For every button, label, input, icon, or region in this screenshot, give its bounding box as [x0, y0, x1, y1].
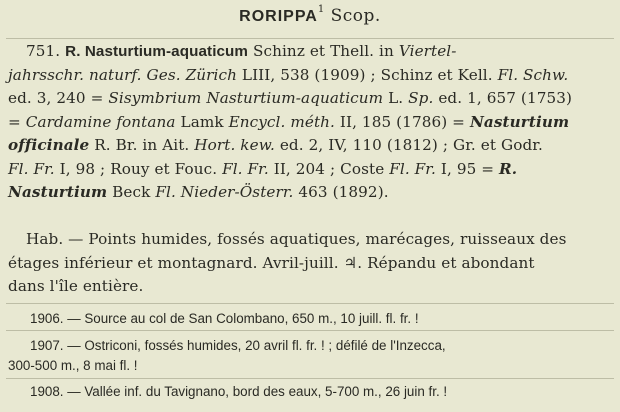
- entry-line: [8, 40, 612, 64]
- locality-line: 1906. — Source au col de San Colombano, 650 m., 10 juill. fl. fr. !: [30, 311, 419, 326]
- locality-line: 300-500 m., 8 mai fl. !: [8, 358, 138, 373]
- entry-line: [8, 111, 612, 135]
- locality-entry: [8, 311, 612, 326]
- footnote-mark: 1: [317, 4, 325, 15]
- citation-text: I, 98 ; Rouy et Fouc.: [54, 159, 223, 178]
- citation-journal: Encycl. méth.: [228, 112, 335, 131]
- entry-line: [8, 158, 612, 182]
- citation-text: 463 (1892).: [293, 183, 389, 201]
- entry-line: [8, 64, 612, 88]
- citation-text: Schinz et Thell. in: [252, 42, 399, 60]
- citation-journal: Fl. Fr.: [389, 159, 436, 178]
- synonym-name: R.: [499, 159, 518, 178]
- citation-journal: Fl. Schw.: [497, 65, 569, 84]
- citation-text: I, 95 =: [435, 159, 500, 178]
- habitat-line: étages inférieur et montagnard. Avril-juill. ♃. Répandu et abondant: [8, 253, 535, 272]
- locality-divider: [6, 303, 614, 304]
- synonym-name: Cardamine fontana: [25, 112, 176, 131]
- genus-author: Scop.: [330, 6, 381, 26]
- page-header: [0, 6, 620, 26]
- citation-journal: Fl. Fr.: [222, 159, 269, 178]
- locality-divider: [6, 330, 614, 331]
- header-divider: [6, 38, 614, 39]
- citation-journal: Hort. kew.: [194, 136, 275, 154]
- citation-text: ed. 2, IV, 110 (1812) ; Gr. et Godr.: [274, 136, 543, 154]
- entry-line: [8, 87, 612, 111]
- citation-journal: Viertel-: [398, 42, 457, 60]
- synonym-name: Nasturtium: [469, 112, 570, 131]
- citation-journal: Fl. Nieder-Österr.: [155, 183, 294, 201]
- citation-text: Lamk: [175, 112, 229, 131]
- citation-journal: Fl. Fr.: [8, 159, 55, 178]
- citation-journal: Sp.: [408, 89, 434, 107]
- locality-entry: [8, 336, 612, 376]
- entry-line: [8, 181, 612, 205]
- citation-text: L.: [383, 89, 409, 107]
- species-entry: [8, 40, 612, 205]
- species-number: 751.: [26, 42, 61, 60]
- species-name: R. Nasturtium-aquaticum: [65, 43, 249, 60]
- entry-line: [8, 134, 612, 158]
- citation-text: R. Br. in Ait.: [89, 136, 195, 154]
- locality-line: 1908. — Vallée inf. du Tavignano, bord des eaux, 5-700 m., 26 juin fr. !: [30, 384, 448, 399]
- habitat-line: dans l'île entière.: [8, 277, 144, 295]
- locality-line: 1907. — Ostriconi, fossés humides, 20 avril fl. fr. ! ; défilé de l'Inzecca,: [30, 338, 446, 353]
- citation-text: Beck: [107, 183, 156, 201]
- habitat-line: Hab. — Points humides, fossés aquatiques, marécages, ruisseaux des: [26, 230, 567, 248]
- genus-name: RORIPPA: [239, 8, 318, 25]
- locality-entry: [8, 384, 612, 399]
- citation-text: LIII, 538 (1909) ; Schinz et Kell.: [236, 65, 498, 84]
- citation-text: II, 185 (1786) =: [334, 112, 470, 131]
- citation-text: II, 204 ; Coste: [268, 159, 390, 178]
- synonym-name: Nasturtium: [8, 183, 108, 201]
- synonym-name: Sisymbrium Nasturtium-aquaticum: [108, 89, 384, 107]
- citation-text: ed. 3, 240 =: [8, 89, 109, 107]
- synonym-name: officinale: [8, 136, 90, 154]
- citation-text: ed. 1, 657 (1753): [433, 89, 573, 107]
- habitat-paragraph: [8, 228, 612, 299]
- locality-divider: [6, 378, 614, 379]
- citation-text: =: [8, 112, 26, 131]
- citation-journal: jahrsschr. naturf. Ges. Zürich: [8, 65, 237, 84]
